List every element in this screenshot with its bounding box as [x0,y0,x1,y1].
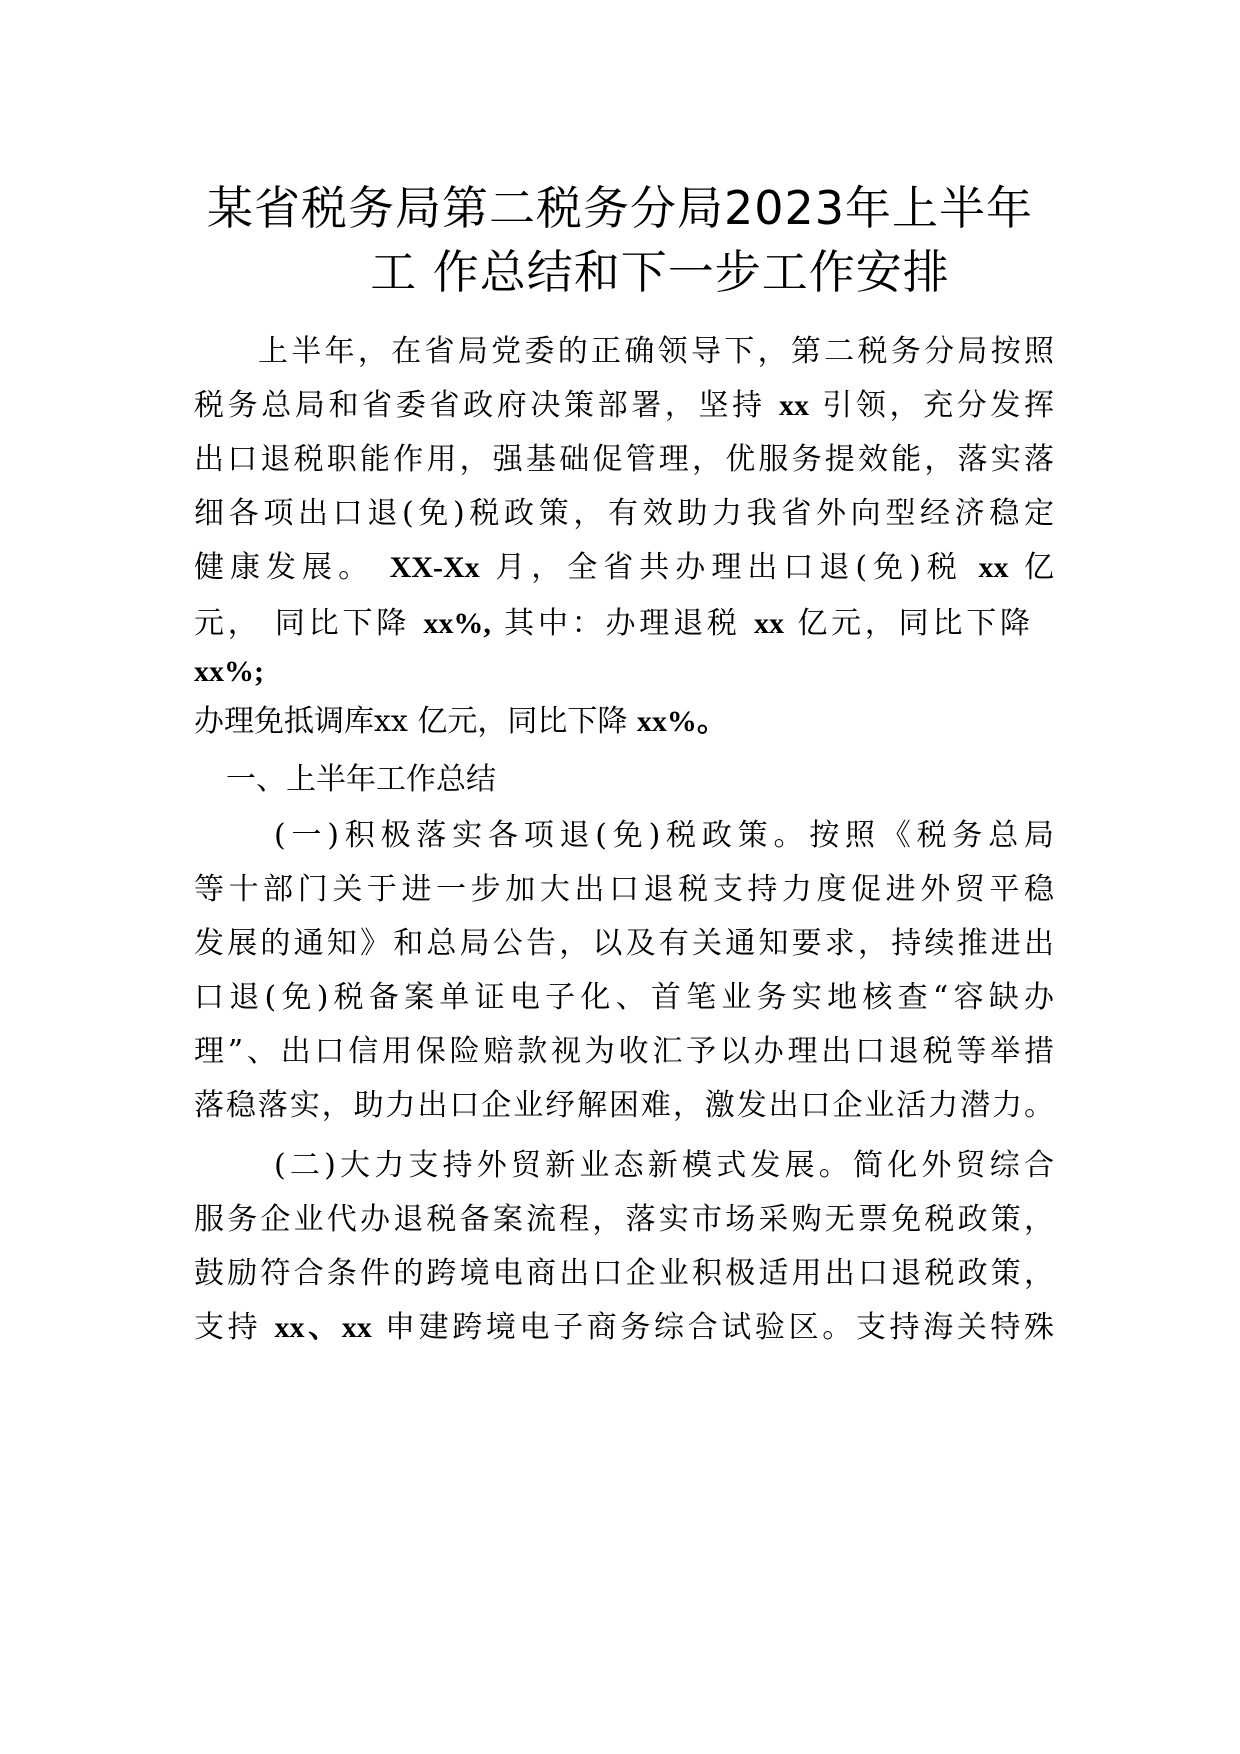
item2-text: 支持 [194,1310,262,1345]
item1-line-4: 口退(免)税备案单证电子化、首笔业务实地核查“容缺办 [194,980,1054,1015]
intro-line-3: 出口退税职能作用，强基础促管理，优服务提效能，落实落 [194,442,1054,477]
item1-line-1: (一)积极落实各项退(免)税政策。按照《税务总局 [274,818,1054,853]
intro-line-5 [194,538,1054,598]
item2-line-4 [194,1298,1054,1358]
document-title-line-1: 某省税务局第二税务分局2023年上半年 [206,181,1034,235]
item2-line-3: 鼓励符合条件的跨境电商出口企业积极适用出口退税政策， [194,1256,1054,1291]
item2-text: 申建跨境电子商务综合试验区。支持海关特殊 [384,1310,1055,1345]
intro-text: 引领，充分发挥 [822,388,1055,423]
intro-line-6 [194,594,1030,654]
intro-text: 亿 [1024,550,1054,585]
intro-bold-value: xx%; [194,655,264,688]
intro-bold-value: xx [779,389,810,422]
intro-line-8 [194,692,727,752]
intro-line-2 [194,376,1054,436]
intro-text: 亿元，同比下降 [797,606,1031,641]
intro-line-1: 上半年，在省局党委的正确领导下，第二税务分局按照 [258,334,1054,369]
item1-line-2: 等十部门关于进一步加大出口退税支持力度促进外贸平稳 [194,872,1054,907]
intro-text: 税务总局和省委省政府决策部署，坚持 [194,388,766,423]
item1-line-5: 理”、出口信用保险赔款视为收汇予以办理出口退税等举措 [194,1034,1054,1069]
item1-line-3: 发展的通知》和总局公告，以及有关通知要求，持续推进出 [194,926,1054,961]
item2-line-1: (二)大力支持外贸新业态新模式发展。简化外贸综合 [274,1148,1054,1183]
intro-text: 其中：办理退税 [504,606,741,641]
intro-bold-value: xx%。 [636,705,727,738]
intro-bold-value: xx%, [423,607,491,640]
section-heading: 一、上半年工作总结 [226,762,496,797]
intro-bold-value: xx [753,607,784,640]
intro-line-4: 细各项出口退(免)税政策，有效助力我省外向型经济稳定 [194,496,1054,531]
intro-bold-value: xx [978,551,1009,584]
intro-bold-value: XX-Xx [389,551,480,584]
item1-line-6: 落稳落实，助力出口企业纾解困难，激发出口企业活力潜力。 [194,1088,1054,1123]
intro-text: 办理免抵调库xx 亿元，同比下降 [194,704,628,739]
item2-bold-value: xx、xx [274,1311,372,1344]
document-title-line-2: 工 作总结和下一步工作安排 [370,245,950,299]
intro-text: 健康发展。 [194,550,375,585]
item2-line-2: 服务企业代办退税备案流程，落实市场采购无票免税政策， [194,1202,1054,1237]
intro-text: 月，全省共办理出口退(免)税 [495,550,963,585]
intro-text: 元， 同比下降 [194,606,411,641]
